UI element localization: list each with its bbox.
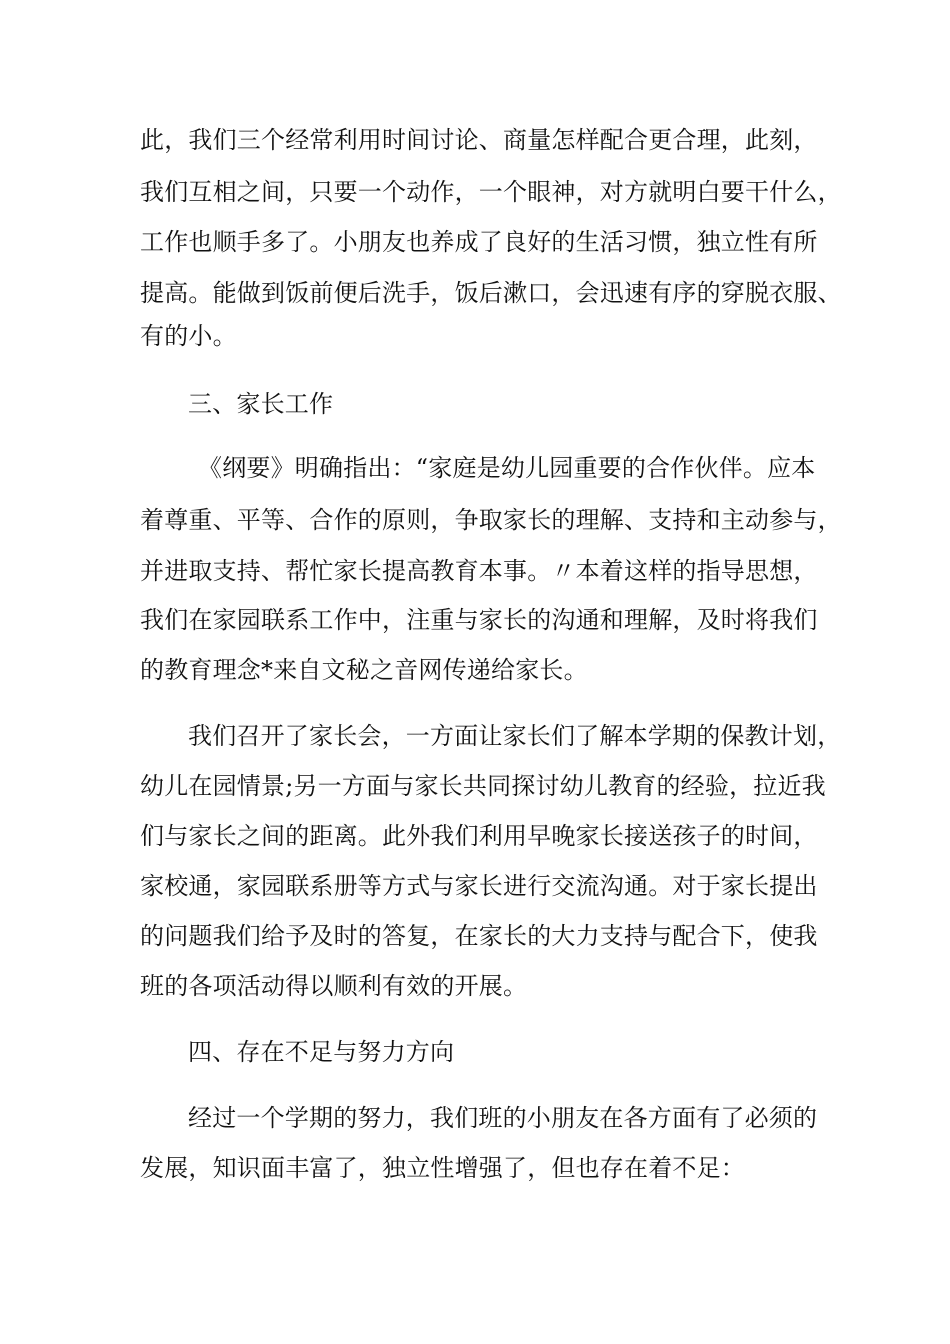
text-line: 班的各项活动得以顺利有效的开展。 (140, 972, 528, 1000)
text-line: 《纲要》明确指出：“家庭是幼儿园重要的合作伙伴。应本 (198, 454, 816, 482)
section-heading-shortcomings: 四、存在不足与努力方向 (188, 1038, 455, 1066)
text-line: 此，我们三个经常利用时间讨论、商量怎样配合更合理，此刻， (140, 126, 818, 154)
text-line: 着尊重、平等、合作的原则，争取家长的理解、支持和主动参与， (140, 506, 842, 534)
section-heading-parent-work: 三、家长工作 (188, 390, 334, 418)
text-line: 家校通，家园联系册等方式与家长进行交流沟通。对于家长提出 (140, 872, 818, 900)
text-line: 我们互相之间，只要一个动作，一个眼神，对方就明白要干什么， (140, 178, 842, 206)
text-line: 我们召开了家长会，一方面让家长们了解本学期的保教计划， (188, 722, 842, 750)
text-line: 的问题我们给予及时的答复，在家长的大力支持与配合下，使我 (140, 922, 818, 950)
text-line: 的教育理念*来自文秘之音网传递给家长。 (140, 656, 588, 684)
text-line: 工作也顺手多了。小朋友也养成了良好的生活习惯，独立性有所 (140, 228, 818, 256)
text-line: 提高。能做到饭前便后洗手，饭后漱口，会迅速有序的穿脱衣服、 (140, 279, 842, 307)
text-line: 经过一个学期的努力，我们班的小朋友在各方面有了必须的 (188, 1104, 818, 1132)
text-line: 有的小。 (140, 322, 237, 350)
text-line: 们与家长之间的距离。此外我们利用早晚家长接送孩子的时间， (140, 822, 818, 850)
text-line: 我们在家园联系工作中，注重与家长的沟通和理解，及时将我们 (140, 606, 818, 634)
text-line: 幼儿在园情景;另一方面与家长共同探讨幼儿教育的经验，拉近我 (140, 772, 826, 800)
text-line: 发展，知识面丰富了，独立性增强了，但也存在着不足： (140, 1154, 745, 1182)
text-line: 并进取支持、帮忙家长提高教育本事。〃本着这样的指导思想， (140, 557, 818, 585)
